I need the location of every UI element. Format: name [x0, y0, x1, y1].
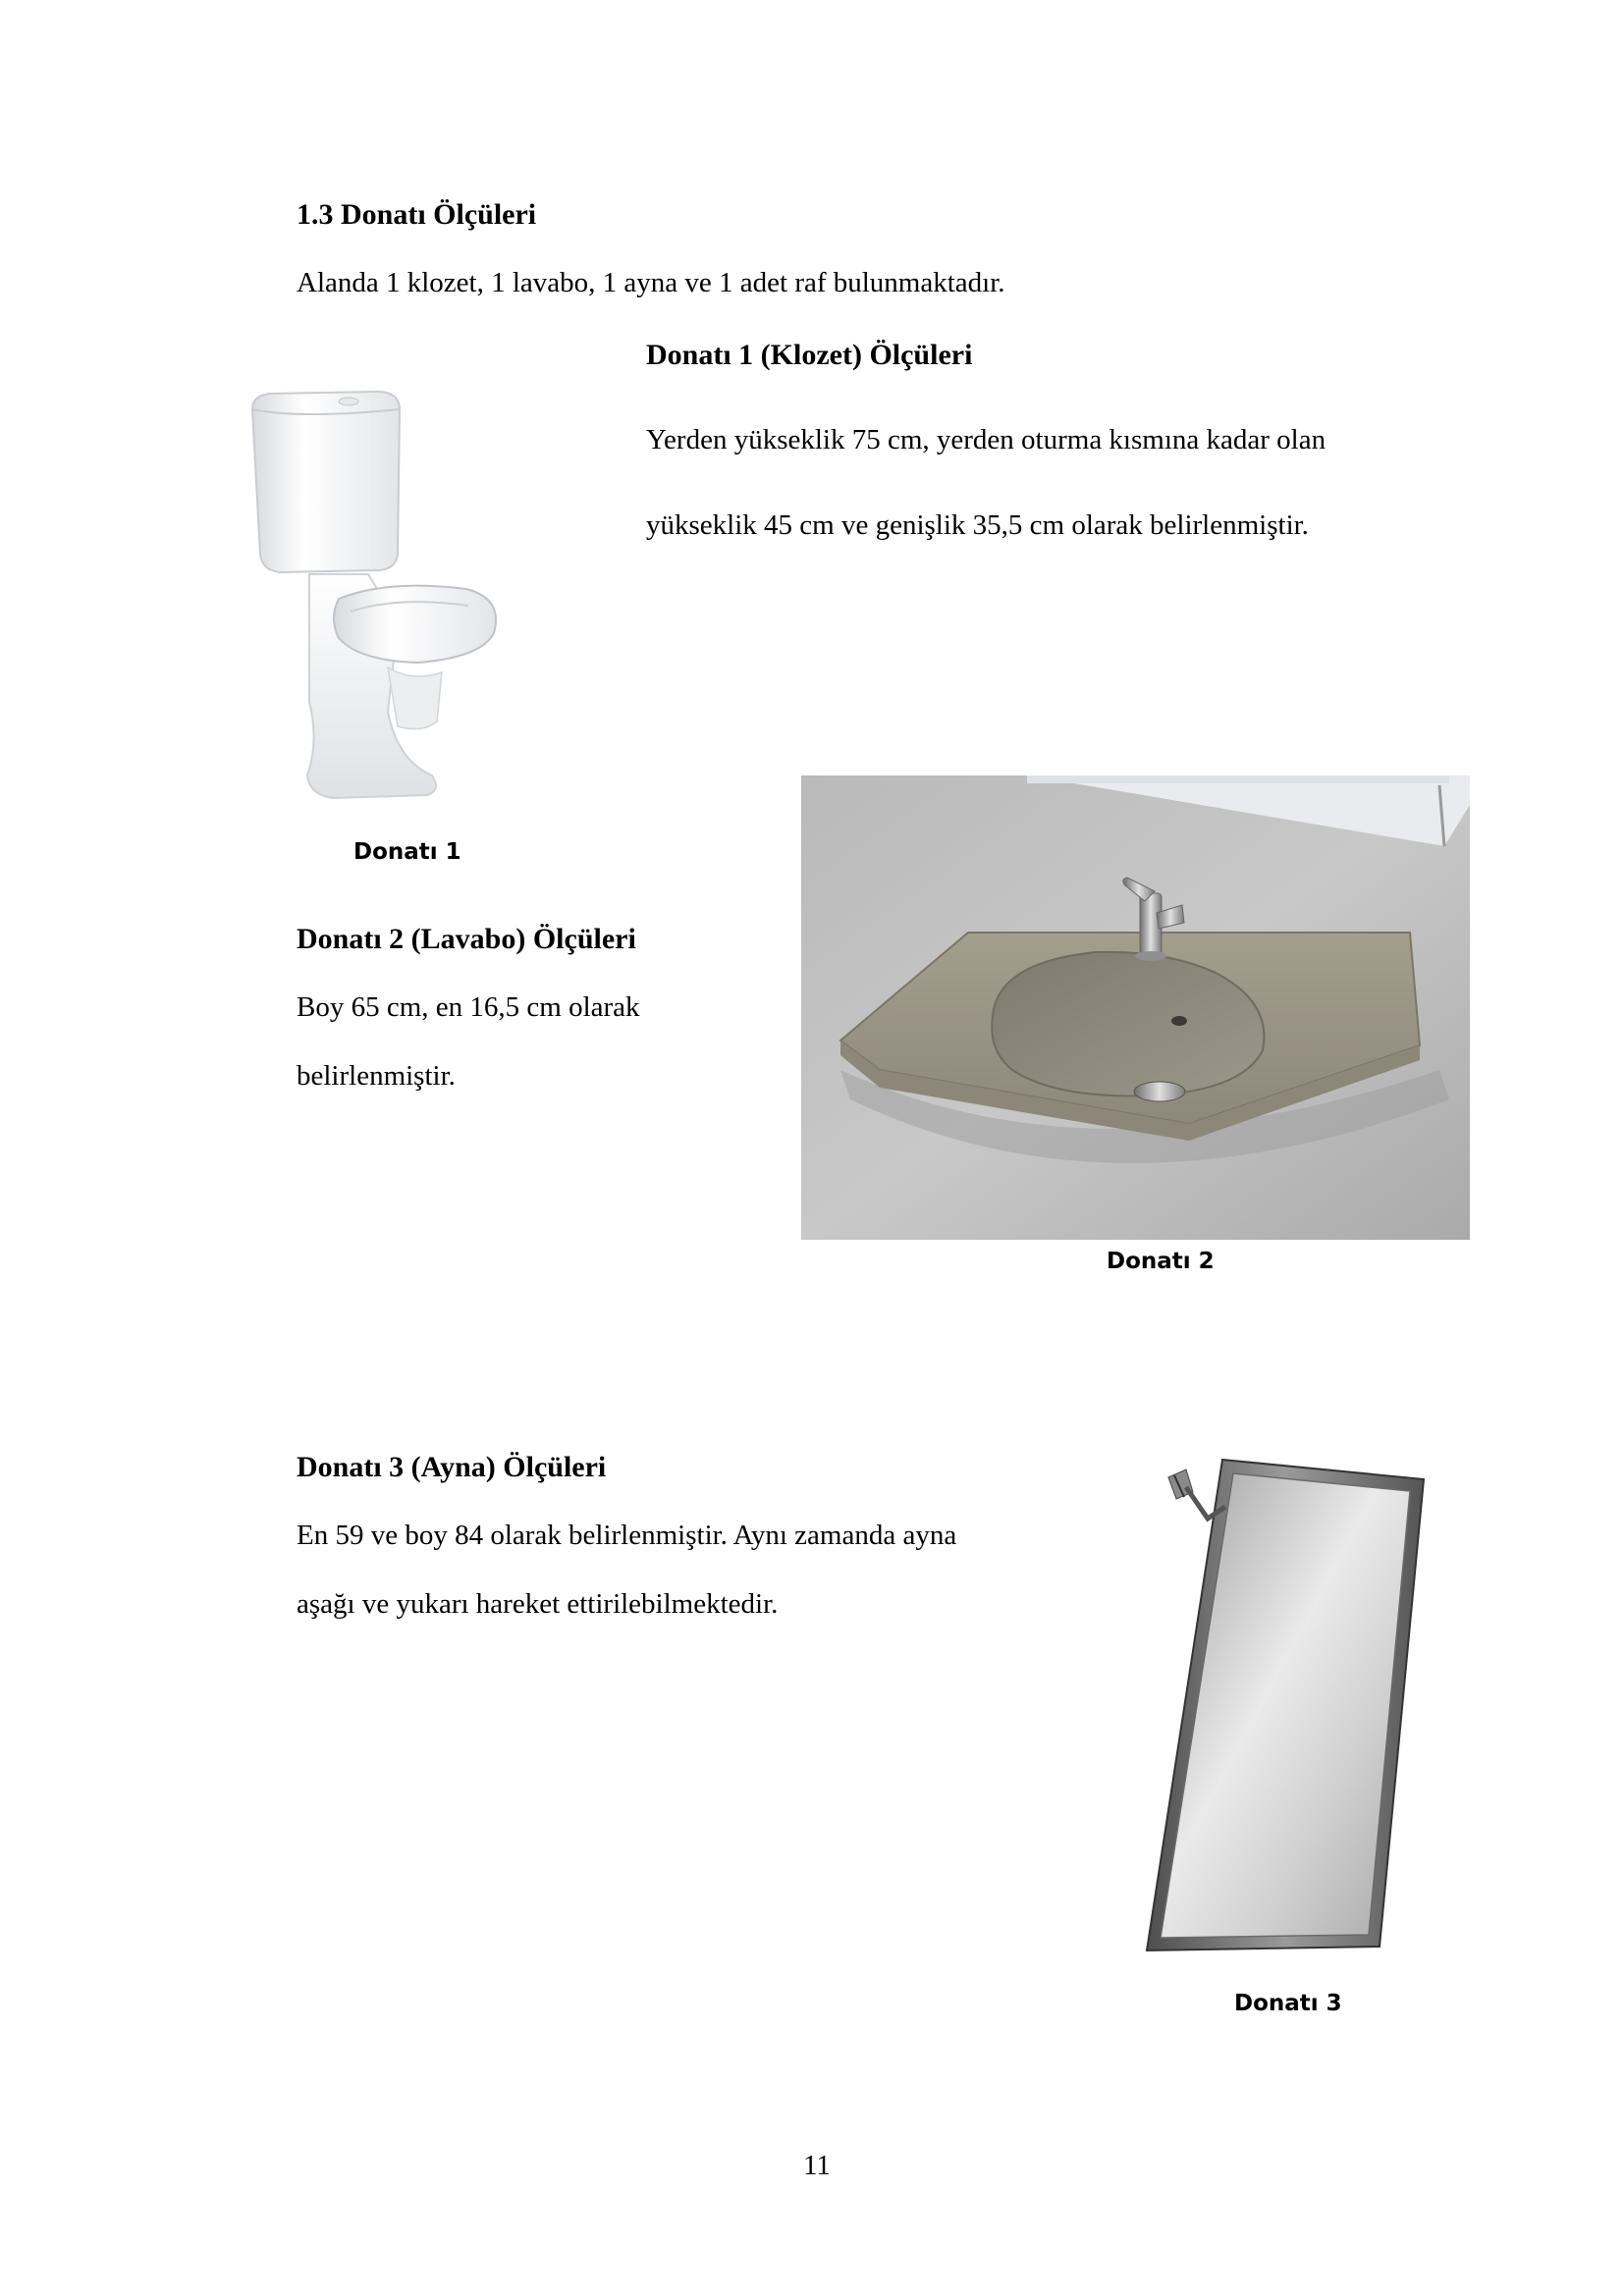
item1-line2: yükseklik 45 cm ve genişlik 35,5 cm olarak belirlenmiştir.: [646, 509, 1309, 541]
item3-line2: aşağı ve yukarı hareket ettirilebilmektedir.: [297, 1588, 779, 1620]
item2-heading: Donatı 2 (Lavabo) Ölçüleri: [297, 923, 636, 955]
item2-caption: Donatı 2: [1107, 1249, 1215, 1274]
page-number: 11: [803, 2150, 831, 2181]
item1-caption: Donatı 1: [353, 839, 461, 865]
item1-line1: Yerden yükseklik 75 cm, yerden oturma kısmına kadar olan: [646, 424, 1326, 455]
mirror-image: [1139, 1448, 1434, 1963]
item3-heading: Donatı 3 (Ayna) Ölçüleri: [297, 1451, 607, 1483]
item3-caption: Donatı 3: [1234, 1991, 1342, 2016]
section-intro: Alanda 1 klozet, 1 lavabo, 1 ayna ve 1 adet raf bulunmaktadır.: [297, 267, 1005, 298]
section-heading: 1.3 Donatı Ölçüleri: [297, 198, 537, 231]
item1-heading: Donatı 1 (Klozet) Ölçüleri: [646, 339, 973, 371]
item2-line2: belirlenmiştir.: [297, 1060, 456, 1092]
sink-image: [801, 775, 1470, 1240]
toilet-image: [241, 388, 506, 810]
item2-line1: Boy 65 cm, en 16,5 cm olarak: [297, 991, 640, 1023]
item3-line1: En 59 ve boy 84 olarak belirlenmiştir. Aynı zamanda ayna: [297, 1520, 957, 1551]
